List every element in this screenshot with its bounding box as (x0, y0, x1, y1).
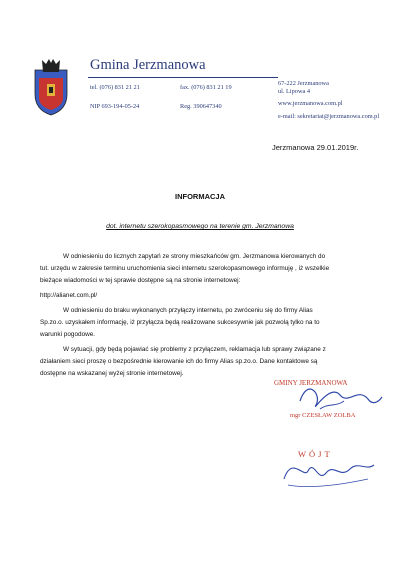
address-line-2: ul. Lipowa 4 (278, 88, 311, 95)
paragraph-2-line: warunki pogodowe. (40, 331, 96, 338)
svg-text:mgr CZESŁAW ZOLBA: mgr CZESŁAW ZOLBA (290, 412, 356, 419)
regon-number: Reg. 390647340 (180, 103, 222, 110)
coat-of-arms-logo (32, 56, 70, 116)
paragraph-3-line: działaniem sieci proszę o bezpośrednie kierowanie ich do firmy Alias sp.zo.o. Dane kontaktowe są (40, 358, 318, 365)
website-link[interactable]: www.jerzmanowa.com.pl (278, 100, 343, 107)
paragraph-2-line: W odniesieniu do braku wykonanych przyłączy internetu, po zwróceniu się do firmy Alias (63, 307, 313, 314)
svg-text:GMINY JERZMANOWA: GMINY JERZMANOWA (274, 379, 348, 387)
paragraph-1-line: bieżące wiadomości w tej sprawie dostępne są na stronie internetowej: (40, 277, 241, 284)
letter-subject: dot. internetu szerokopasmowego na terenie gm. Jerzmanowa (106, 223, 294, 230)
organization-name: Gmina Jerzmanowa (90, 57, 206, 73)
phone-number: tel. (076) 831 21 21 (90, 84, 140, 91)
header-divider (88, 77, 278, 78)
paragraph-3-line: dostępne na wskazanej wyżej stronie internetowej. (40, 370, 184, 377)
wojt-signature-stamp (270, 445, 380, 495)
paragraph-3-line: W sytuacji, gdy będą pojawiać się problemy z przyłączem, reklamacja lub sprawy związane z (63, 346, 326, 353)
paragraph-2-line: Sp.zo.o. uzyskałem informację, iż przyłącza będą realizowane sukcesywnie jak pozwolą tylko na to (40, 319, 320, 326)
address-line-1: 67-222 Jerzmanowa (278, 80, 329, 87)
mayor-stamp-and-signature (270, 365, 385, 440)
nip-number: NIP 693-194-05-24 (90, 103, 140, 110)
email-link[interactable]: e-mail: sekretariat@jerzmanowa.com.pl (278, 113, 380, 120)
letter-date: Jerzmanowa 29.01.2019r. (272, 143, 359, 152)
svg-text:WÓJT: WÓJT (298, 449, 333, 459)
alianet-url-link[interactable]: http://alianet.com.pl/ (40, 292, 98, 299)
fax-number: fax. (076) 831 21 19 (180, 84, 232, 91)
paragraph-1-line: tut. urzędu w zakresie terminu uruchomienia sieci internetu szerokopasmowego informuję , iż wszelkie (40, 265, 330, 272)
letter-title: INFORMACJA (175, 192, 225, 201)
paragraph-1-line: W odniesieniu do licznych zapytań ze strony mieszkańców gm. Jerzmanowa kierowanych do (63, 253, 326, 260)
